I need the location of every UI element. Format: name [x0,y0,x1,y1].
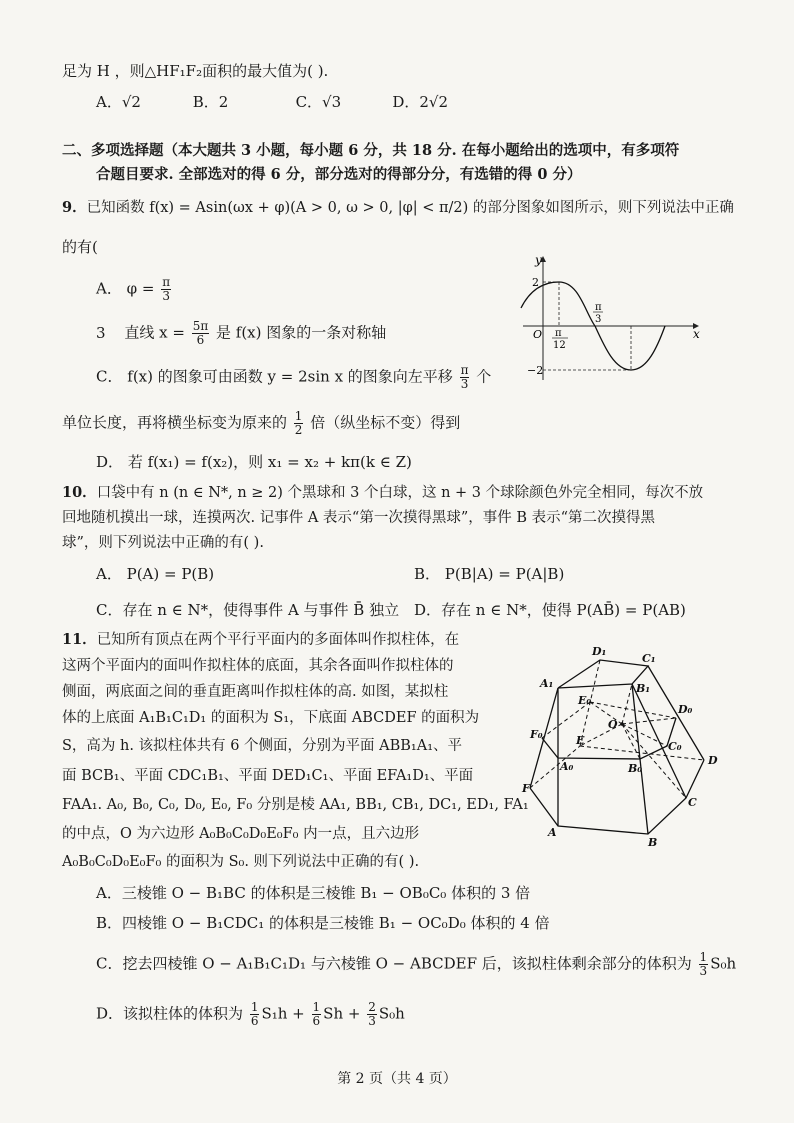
q11-option-b[interactable]: B．四棱锥 O − B₁CDC₁ 的体积是三棱锥 B₁ − OC₀D₀ 体积的 4 倍 [96,914,550,932]
q9-option-a[interactable] [96,276,173,303]
q10-number: 10． [62,484,97,501]
q10-option-b[interactable]: B． P(B|A) = P(A|B) [414,565,565,583]
label-b1: B₁ [636,682,651,695]
q9-option-c-label: C． [96,367,123,386]
q11-number: 11． [62,631,97,648]
q10-option-c[interactable]: C．存在 n ∈ N*，使得事件 A 与事件 B̄ 独立 [96,601,400,619]
q11-option-c[interactable] [96,951,736,978]
frac-numerator: 1 [699,950,708,964]
q9-option-b-label: 3 [96,323,106,342]
frac-numerator: 5π [192,319,209,333]
q11-option-d-pre: D．该拟柱体的体积为 [96,1004,244,1023]
q11-stem-line-4: 体的上底面 A₁B₁C₁D₁ 的面积为 S₁，下底面 ABCDEF 的面积为 [62,710,480,726]
q11-option-d-fraction-3 [367,1001,377,1028]
q9-option-b-fraction [192,320,210,347]
q9-option-a-text: φ = [126,279,155,298]
label-b0: B₀ [628,762,643,775]
q8-option-b[interactable]: B．2 [192,93,229,111]
q11-stem-line-9: A₀B₀C₀D₀E₀F₀ 的面积为 S₀. 则下列说法中正确的有( ). [62,854,420,870]
frac-denominator: 3 [368,1014,376,1028]
q11-option-d-term-3: S₀h [378,1004,405,1023]
frac-numerator: 2 [368,1000,376,1014]
q9-option-a-fraction [161,276,171,303]
frac-denominator: 6 [250,1014,259,1028]
q9-option-c-fraction [460,364,470,391]
graph-y-label: y [535,253,542,267]
frac-numerator: 1 [294,409,303,423]
q10-stem [62,482,703,504]
label-d1: D₁ [592,645,607,658]
label-e0: E₀ [578,694,592,707]
q9-option-c-line2-fraction [294,410,304,437]
q8-option-a[interactable]: A．√2 [96,93,141,111]
q11-option-d-term-2: Sh + [323,1004,361,1023]
frac-denominator: 3 [699,964,708,978]
q9-option-c-post: 个 [476,367,492,386]
bottom-face-front [530,760,704,834]
q11-stem-line-3: 侧面，两底面之间的垂直距离叫作拟柱体的高. 如图，某拟柱 [62,684,449,700]
q9-stem [62,197,734,219]
q9-option-d-text: 若 f(x₁) = f(x₂)，则 x₁ = x₂ + kπ(k ∈ Z) [127,453,412,471]
section2-title: 二、多项选择题（本大题共 3 小题，每小题 6 分，共 18 分. 在每小题给出的选项中，有多项符 [62,142,680,159]
q10-stem-cont1: 回地随机摸出一球，连摸两次. 记事件 A 表示“第一次摸得黑球”，事件 B 表示“第二次摸得黑 [62,510,656,526]
graph-tick2-den: 3 [595,314,602,325]
q9-option-a-label: A． [96,279,122,298]
q10-stem-text: 口袋中有 n (n ∈ N*, n ≥ 2) 个黑球和 3 个白球，这 n + 3 个球除颜色外完全相同，每次不放 [96,485,704,501]
graph-x-label: x [693,327,700,341]
q9-option-c[interactable] [96,364,491,391]
q9-option-c-line2-post: 倍（纵坐标不变）得到 [310,413,461,432]
label-a0: A₀ [560,760,574,773]
q9-option-d-label: D． [96,453,124,471]
top-face [558,660,648,688]
q10-stem-cont2: 球”，则下列说法中正确的有( ). [62,535,264,551]
label-c0: C₀ [668,740,682,753]
q11-prismatoid-figure [520,640,740,850]
q11-option-c-pre: C．挖去四棱锥 O − A₁B₁C₁D₁ 与六棱锥 O − ABCDEF 后，该拟柱体剩余部分的体积为 [96,954,692,973]
label-d: D [708,754,718,767]
frac-denominator: 3 [460,377,469,391]
q9-option-c-cont [62,410,460,437]
q9-option-b-post: 是 f(x) 图象的一条对称轴 [216,323,387,342]
q9-option-b-pre: 直线 x = [124,323,185,342]
label-c: C [688,796,697,809]
frac-numerator: π [460,363,469,377]
q11-stem-line-6: 面 BCB₁、平面 CDC₁B₁、平面 DED₁C₁、平面 EFA₁D₁、平面 [62,768,474,784]
label-o: O [608,718,618,731]
frac-numerator: 1 [250,1000,259,1014]
label-b: B [648,836,658,849]
graph-y-min-label: −2 [527,364,544,377]
q11-option-a[interactable]: A．三棱锥 O − B₁BC 的体积是三棱锥 B₁ − OB₀C₀ 体积的 3 倍 [96,884,531,902]
graph-tick1-den: 12 [553,340,566,351]
label-a1: A₁ [540,677,554,690]
q9-option-d[interactable] [96,451,412,473]
q11-option-d[interactable] [96,1001,405,1028]
q11-option-d-term-1: S₁h + [261,1004,305,1023]
frac-denominator: 3 [162,289,171,303]
q11-stem-line-5: S，高为 h. 该拟柱体共有 6 个侧面，分别为平面 ABB₁A₁、平 [62,738,463,754]
q11-option-c-fraction [699,951,709,978]
frac-denominator: 2 [294,423,303,437]
o-to-c0 [622,724,667,746]
q11-option-d-fraction-2 [312,1001,322,1028]
q8-tail-text: 足为 H ，则△HF₁F₂面积的最大值为( ). [62,62,329,80]
frac-denominator: 6 [312,1014,321,1028]
q9-stem-text: 已知函数 f(x) = Asin(ωx + φ)(A > 0, ω > 0, |φ| < π/2) 的部分图象如图所示，则下列说法中正确 [86,200,734,216]
o-to-c [622,724,686,798]
q10-option-d[interactable]: D．存在 n ∈ N*，使得 P(AB̄) = P(AB) [414,601,686,619]
o-to-b1 [622,684,632,724]
point-o [620,722,624,726]
frac-numerator: 1 [312,1000,321,1014]
section2-title-cont: 合题目要求. 全部选对的得 6 分，部分选对的得部分分，有选错的得 0 分） [96,166,582,183]
q9-option-c-line2-pre: 单位长度，再将横坐标变为原来的 [62,413,288,432]
label-a: A [548,826,557,839]
q11-stem-line-8: 的中点，O 为六边形 A₀B₀C₀D₀E₀F₀ 内一点，且六边形 [62,826,420,842]
q9-option-b[interactable] [96,320,386,347]
q11-option-c-post: S₀h [710,954,737,973]
page-footer: 第 2 页（共 4 页） [337,1071,457,1087]
q11-stem-line-2: 这两个平面内的面叫作拟柱体的底面，其余各面叫作拟柱体的 [62,658,454,674]
q9-option-c-pre: f(x) 的图象可由函数 y = 2sin x 的图象向左平移 [127,367,453,386]
mid-E0D0-hidden [590,702,676,718]
q11-stem-line-7: FAA₁. A₀, B₀, C₀, D₀, E₀, F₀ 分别是棱 AA₁, BB₁, CB₁, DC₁, ED₁, FA₁ [62,797,529,813]
q9-stem-cont: 的有( [62,238,98,256]
label-f0: F₀ [530,728,543,741]
q9-sine-graph [515,252,705,387]
frac-numerator: π [162,275,171,289]
label-c1: C₁ [642,652,656,665]
graph-origin-label: O [533,328,543,341]
q8-option-d[interactable]: D．2√2 [392,93,449,111]
q8-option-c[interactable]: C．√3 [295,93,342,111]
q9-number: 9． [62,199,87,216]
graph-y-max-label: 2 [532,276,539,289]
label-d0: D₀ [678,703,693,716]
q11-stem-line-1 [62,629,459,651]
q8-options [96,91,448,113]
frac-denominator: 6 [196,333,205,347]
graph-tick2-num: π [595,302,602,313]
label-f: F [522,782,530,795]
label-e: E [576,734,585,747]
q10-option-a[interactable]: A． P(A) = P(B) [96,565,215,583]
graph-tick1-num: π [555,328,562,339]
q11-option-d-fraction-1 [250,1001,260,1028]
q11-stem-text: 已知所有顶点在两个平行平面内的多面体叫作拟柱体，在 [96,632,460,648]
